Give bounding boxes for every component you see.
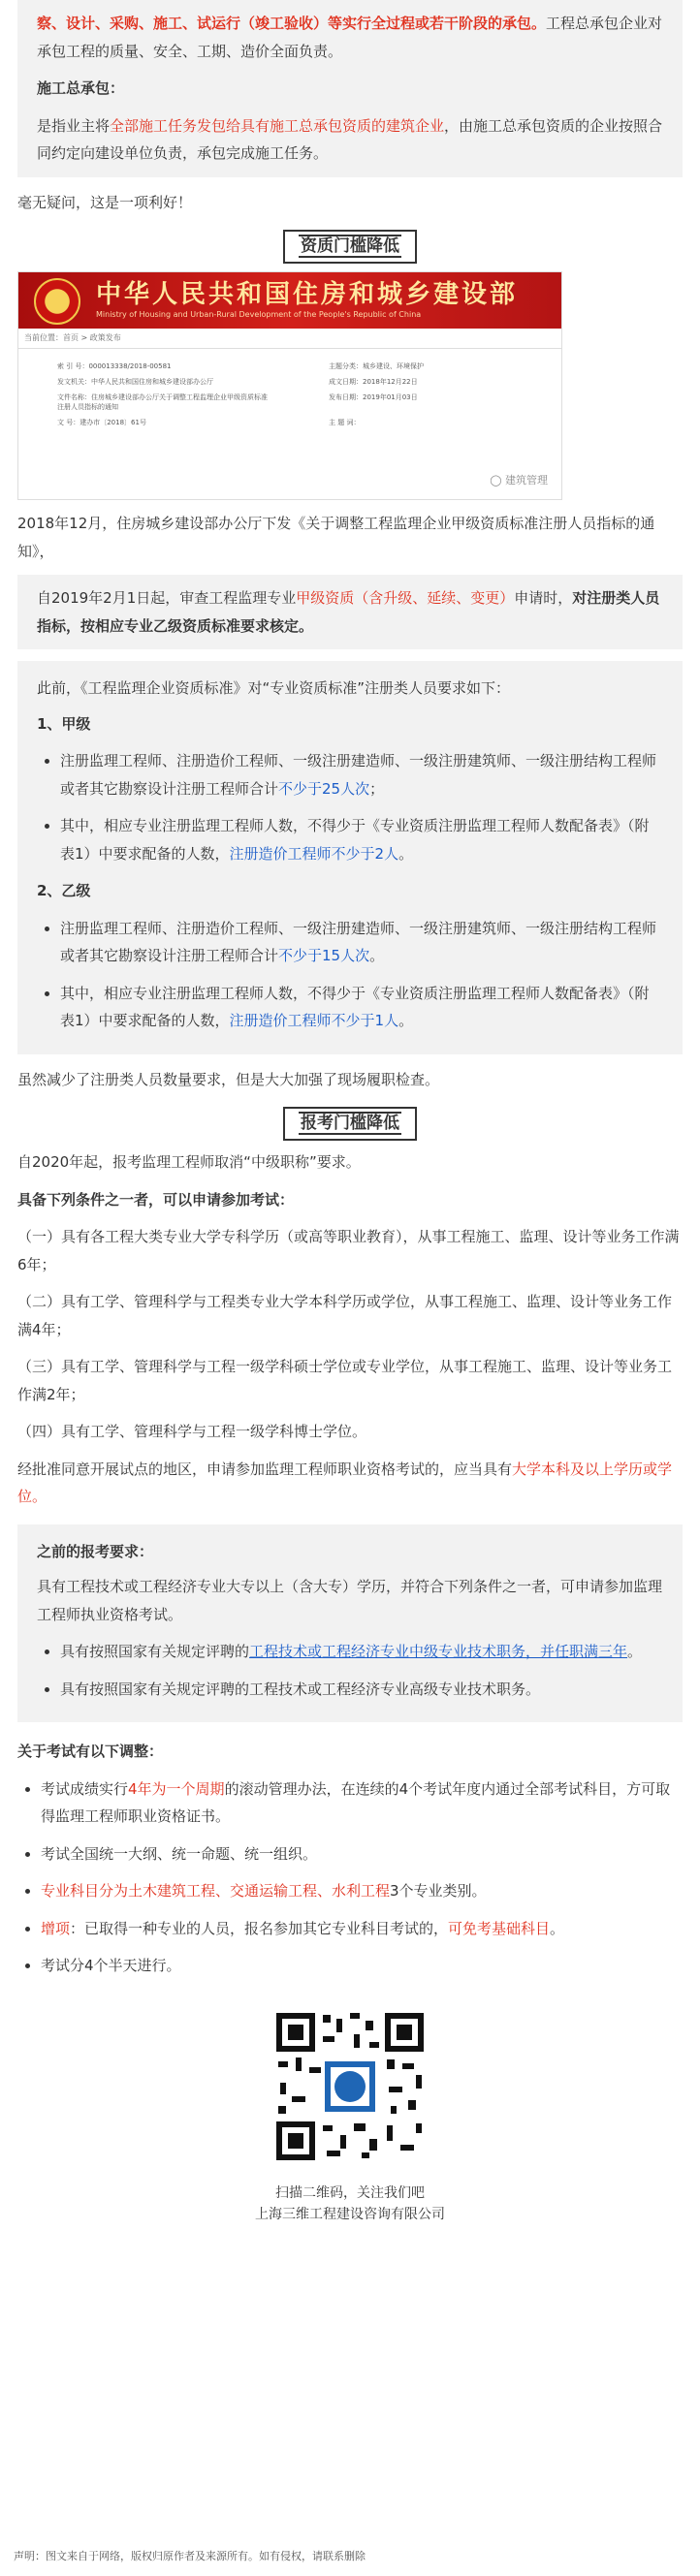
text: 是指业主将 bbox=[37, 116, 111, 135]
section1-title-box bbox=[17, 230, 683, 264]
cond-3: （三）具有工学、管理科学与工程一级学科硕士学位或专业学位，从事工程施工、监理、设计等业务工作满2年； bbox=[17, 1358, 673, 1403]
red-text: 4年为一个周期 bbox=[128, 1779, 225, 1798]
qr-code bbox=[272, 2009, 428, 2164]
top-box-para2 bbox=[37, 112, 663, 168]
job-title-link[interactable]: 工程技术或工程经济专业中级专业技术职务，并任职满三年 bbox=[249, 1643, 628, 1661]
top-box-para bbox=[37, 10, 663, 65]
doc-banner-subtitle: Ministry of Housing and Urban-Rural Development of the People's Republic of China bbox=[96, 310, 422, 320]
doc-banner bbox=[18, 272, 561, 329]
section2-title-box bbox=[17, 1107, 683, 1141]
pilot-para bbox=[17, 1456, 683, 1511]
text: ：已取得一种专业的人员，报名参加其它专业科目考试的， bbox=[70, 1919, 449, 1937]
section2-title bbox=[283, 1107, 417, 1141]
cond-2: （二）具有工学、管理科学与工程类专业大学本科学历或学位，从事工程施工、监理、设计等业务工作满4年； bbox=[17, 1293, 673, 1338]
para-after-box3: 虽然减少了注册类人员数量要求，但是大大加强了现场履职检查。 bbox=[17, 1070, 440, 1088]
qr-code-graphic bbox=[272, 2009, 428, 2164]
watermark: ◯ 建筑管理 bbox=[490, 474, 548, 487]
list-item bbox=[41, 1877, 683, 1905]
doc-row: 发文机关：中华人民共和国住房和城乡建设部办公厅 bbox=[57, 378, 213, 387]
box3-h1-list bbox=[37, 747, 663, 867]
red-text: 增项 bbox=[41, 1919, 71, 1937]
blue-text: 不少于15人次 bbox=[278, 947, 370, 965]
blue-text: 不少于25人次 bbox=[278, 779, 370, 798]
red-text: 甲级资质（含升级、延续、变更） bbox=[296, 589, 515, 608]
blue-text: 注册造价工程师不少于1人 bbox=[229, 1012, 399, 1030]
top-box-subheading: 施工总承包： bbox=[37, 79, 125, 97]
list-item bbox=[60, 915, 663, 970]
qr-caption-1: 扫描二维码，关注我们吧 bbox=[275, 2184, 425, 2201]
doc-banner-title: 中华人民共和国住房和城乡建设部 bbox=[96, 280, 519, 310]
red-text: 全部施工任务发包给具有施工总承包资质的建筑企业 bbox=[110, 116, 445, 135]
text: 。 bbox=[398, 1012, 414, 1030]
text: 自2019年2月1日起，审查工程监理专业 bbox=[37, 589, 297, 608]
text: 。 bbox=[369, 947, 385, 965]
box3-intro: 此前，《工程监理企业资质标准》对“专业资质标准”注册类人员要求如下： bbox=[37, 679, 511, 698]
list-item bbox=[60, 980, 663, 1035]
section2-title-text: 报考门槛降低 bbox=[301, 1114, 399, 1134]
list-item: • 具有按照国家有关规定评聘的工程技术或工程经济专业高级专业技术职务。 bbox=[60, 1676, 663, 1704]
national-emblem-icon bbox=[34, 278, 80, 325]
doc-row: 文件名称：住房城乡建设部办公厅关于调整工程监理企业甲级资质标准注册人员指标的通知 bbox=[57, 393, 268, 412]
red-text: 大学本科及以上学历或学位。 bbox=[17, 1460, 673, 1506]
intro-line: 毫无疑问，这是一项利好！ bbox=[17, 193, 193, 211]
list-item bbox=[60, 1638, 663, 1666]
box3-h2: 2、乙级 bbox=[37, 882, 91, 900]
box4-heading: 之前的报考要求： bbox=[37, 1542, 154, 1560]
doc-row: 文 号：建办市〔2018〕61号 bbox=[57, 419, 146, 427]
text: ，由施工总承包资质的企业按照合同约定向建设单位负责，承包完成施工任务。 bbox=[37, 116, 663, 162]
red-text: 专业科目分为土木建筑工程、交通运输工程、水利工程 bbox=[41, 1882, 391, 1901]
text: 3个专业类别。 bbox=[390, 1882, 487, 1901]
cond-4: （四）具有工学、管理科学与工程一级学科博士学位。 bbox=[17, 1423, 367, 1441]
text: 的滚动管理办法，在连续的4个考试年度内通过全部考试科目，方可取得监理工程师职业资格证书。 bbox=[41, 1779, 671, 1826]
text: ； bbox=[369, 779, 385, 798]
box3 bbox=[17, 661, 683, 1054]
list-item bbox=[41, 1775, 683, 1831]
list-item bbox=[60, 747, 663, 802]
text: 。 bbox=[550, 1919, 565, 1937]
doc-row: 主 题 词： bbox=[329, 419, 361, 427]
doc-row: 发布日期：2019年01月03日 bbox=[329, 393, 418, 402]
section1-title bbox=[283, 230, 417, 264]
para-2020: 自2020年起，报考监理工程师取消“中级职称”要求。 bbox=[17, 1153, 361, 1172]
text: 经批准同意开展试点的地区，申请参加监理工程师职业资格考试的，应当具有 bbox=[17, 1460, 513, 1478]
top-box bbox=[17, 0, 683, 177]
text: 。 bbox=[398, 844, 414, 863]
cond-heading: 具备下列条件之一者，可以申请参加考试： bbox=[17, 1190, 295, 1209]
doc-row: 主题分类：城乡建设、环境保护 bbox=[329, 362, 424, 371]
cond-1: （一）具有各工程大类专业大学专科学历（或高等职业教育），从事工程施工、监理、设计等业务工作满6年； bbox=[17, 1228, 680, 1273]
document-screenshot bbox=[17, 271, 562, 500]
list-item bbox=[60, 812, 663, 867]
section1-title-text: 资质门槛降低 bbox=[301, 236, 399, 256]
text: 注册监理工程师、注册造价工程师、一级注册建造师、一级注册建筑师、一级注册结构工程师或者其它勘察设计注册工程师合计 bbox=[60, 752, 657, 798]
text: 具有按照国家有关规定评聘的 bbox=[60, 1643, 250, 1661]
box3-h1: 1、甲级 bbox=[37, 714, 91, 733]
box2-para bbox=[37, 584, 663, 640]
list-item: • 考试分4个半天进行。 bbox=[41, 1952, 683, 1980]
doc-breadcrumb: 当前位置：首页 > 政策发布 bbox=[18, 329, 561, 349]
top-box-red-text: 察、设计、采购、施工、试运行（竣工验收）等实行全过程或若干阶段的承包。 bbox=[37, 15, 547, 32]
blue-text: 注册造价工程师不少于2人 bbox=[229, 844, 399, 863]
doc-row: 索 引 号：000013338/2018-00581 bbox=[57, 362, 172, 371]
text: 其中，相应专业注册监理工程师人数，不得少于《专业资质注册监理工程师人数配备表》（附表1）中要求配备的人数， bbox=[60, 817, 650, 863]
text: 注册监理工程师、注册造价工程师、一级注册建造师、一级注册建筑师、一级注册结构工程师或者其它勘察设计注册工程师合计 bbox=[60, 919, 657, 965]
bold-text: 对注册类人员指标，按相应专业乙级资质标准要求核定。 bbox=[37, 589, 660, 635]
list-item: • 考试全国统一大纲、统一命题、统一组织。 bbox=[41, 1840, 683, 1869]
notice-para: 2018年12月，住房城乡建设部办公厅下发《关于调整工程监理企业甲级资质标准注册人员指标的通知》， bbox=[17, 515, 655, 560]
box3-h2-list bbox=[37, 915, 663, 1035]
adjust-heading: 关于考试有以下调整： bbox=[17, 1743, 164, 1761]
box4 bbox=[17, 1524, 683, 1723]
doc-row: 成文日期：2018年12月22日 bbox=[329, 378, 418, 387]
box2 bbox=[17, 575, 683, 649]
text: 申请时， bbox=[514, 589, 573, 608]
text: 考试成绩实行 bbox=[41, 1779, 129, 1798]
box4-list bbox=[37, 1638, 663, 1703]
top-box-text: 工程总承包企业对承包工程的质量、安全、工期、造价全面负责。 bbox=[37, 15, 663, 60]
adjust-list bbox=[17, 1775, 683, 1980]
text: 。 bbox=[627, 1643, 643, 1661]
watermark-text: 建筑管理 bbox=[505, 474, 548, 487]
red-text: 可免考基础科目 bbox=[448, 1919, 551, 1937]
footer-disclaimer: 声明：图文来自于网络，版权归原作者及来源所有。如有侵权，请联系删除 bbox=[14, 2550, 366, 2562]
box4-para: 具有工程技术或工程经济专业大专以上（含大专）学历，并符合下列条件之一者，可申请参加监理工程师执业资格考试。 bbox=[37, 1578, 663, 1623]
list-item bbox=[41, 1915, 683, 1943]
text: 其中，相应专业注册监理工程师人数，不得少于《专业资质注册监理工程师人数配备表》（附表1）中要求配备的人数， bbox=[60, 984, 650, 1030]
qr-caption-2: 上海三维工程建设咨询有限公司 bbox=[255, 2206, 445, 2222]
